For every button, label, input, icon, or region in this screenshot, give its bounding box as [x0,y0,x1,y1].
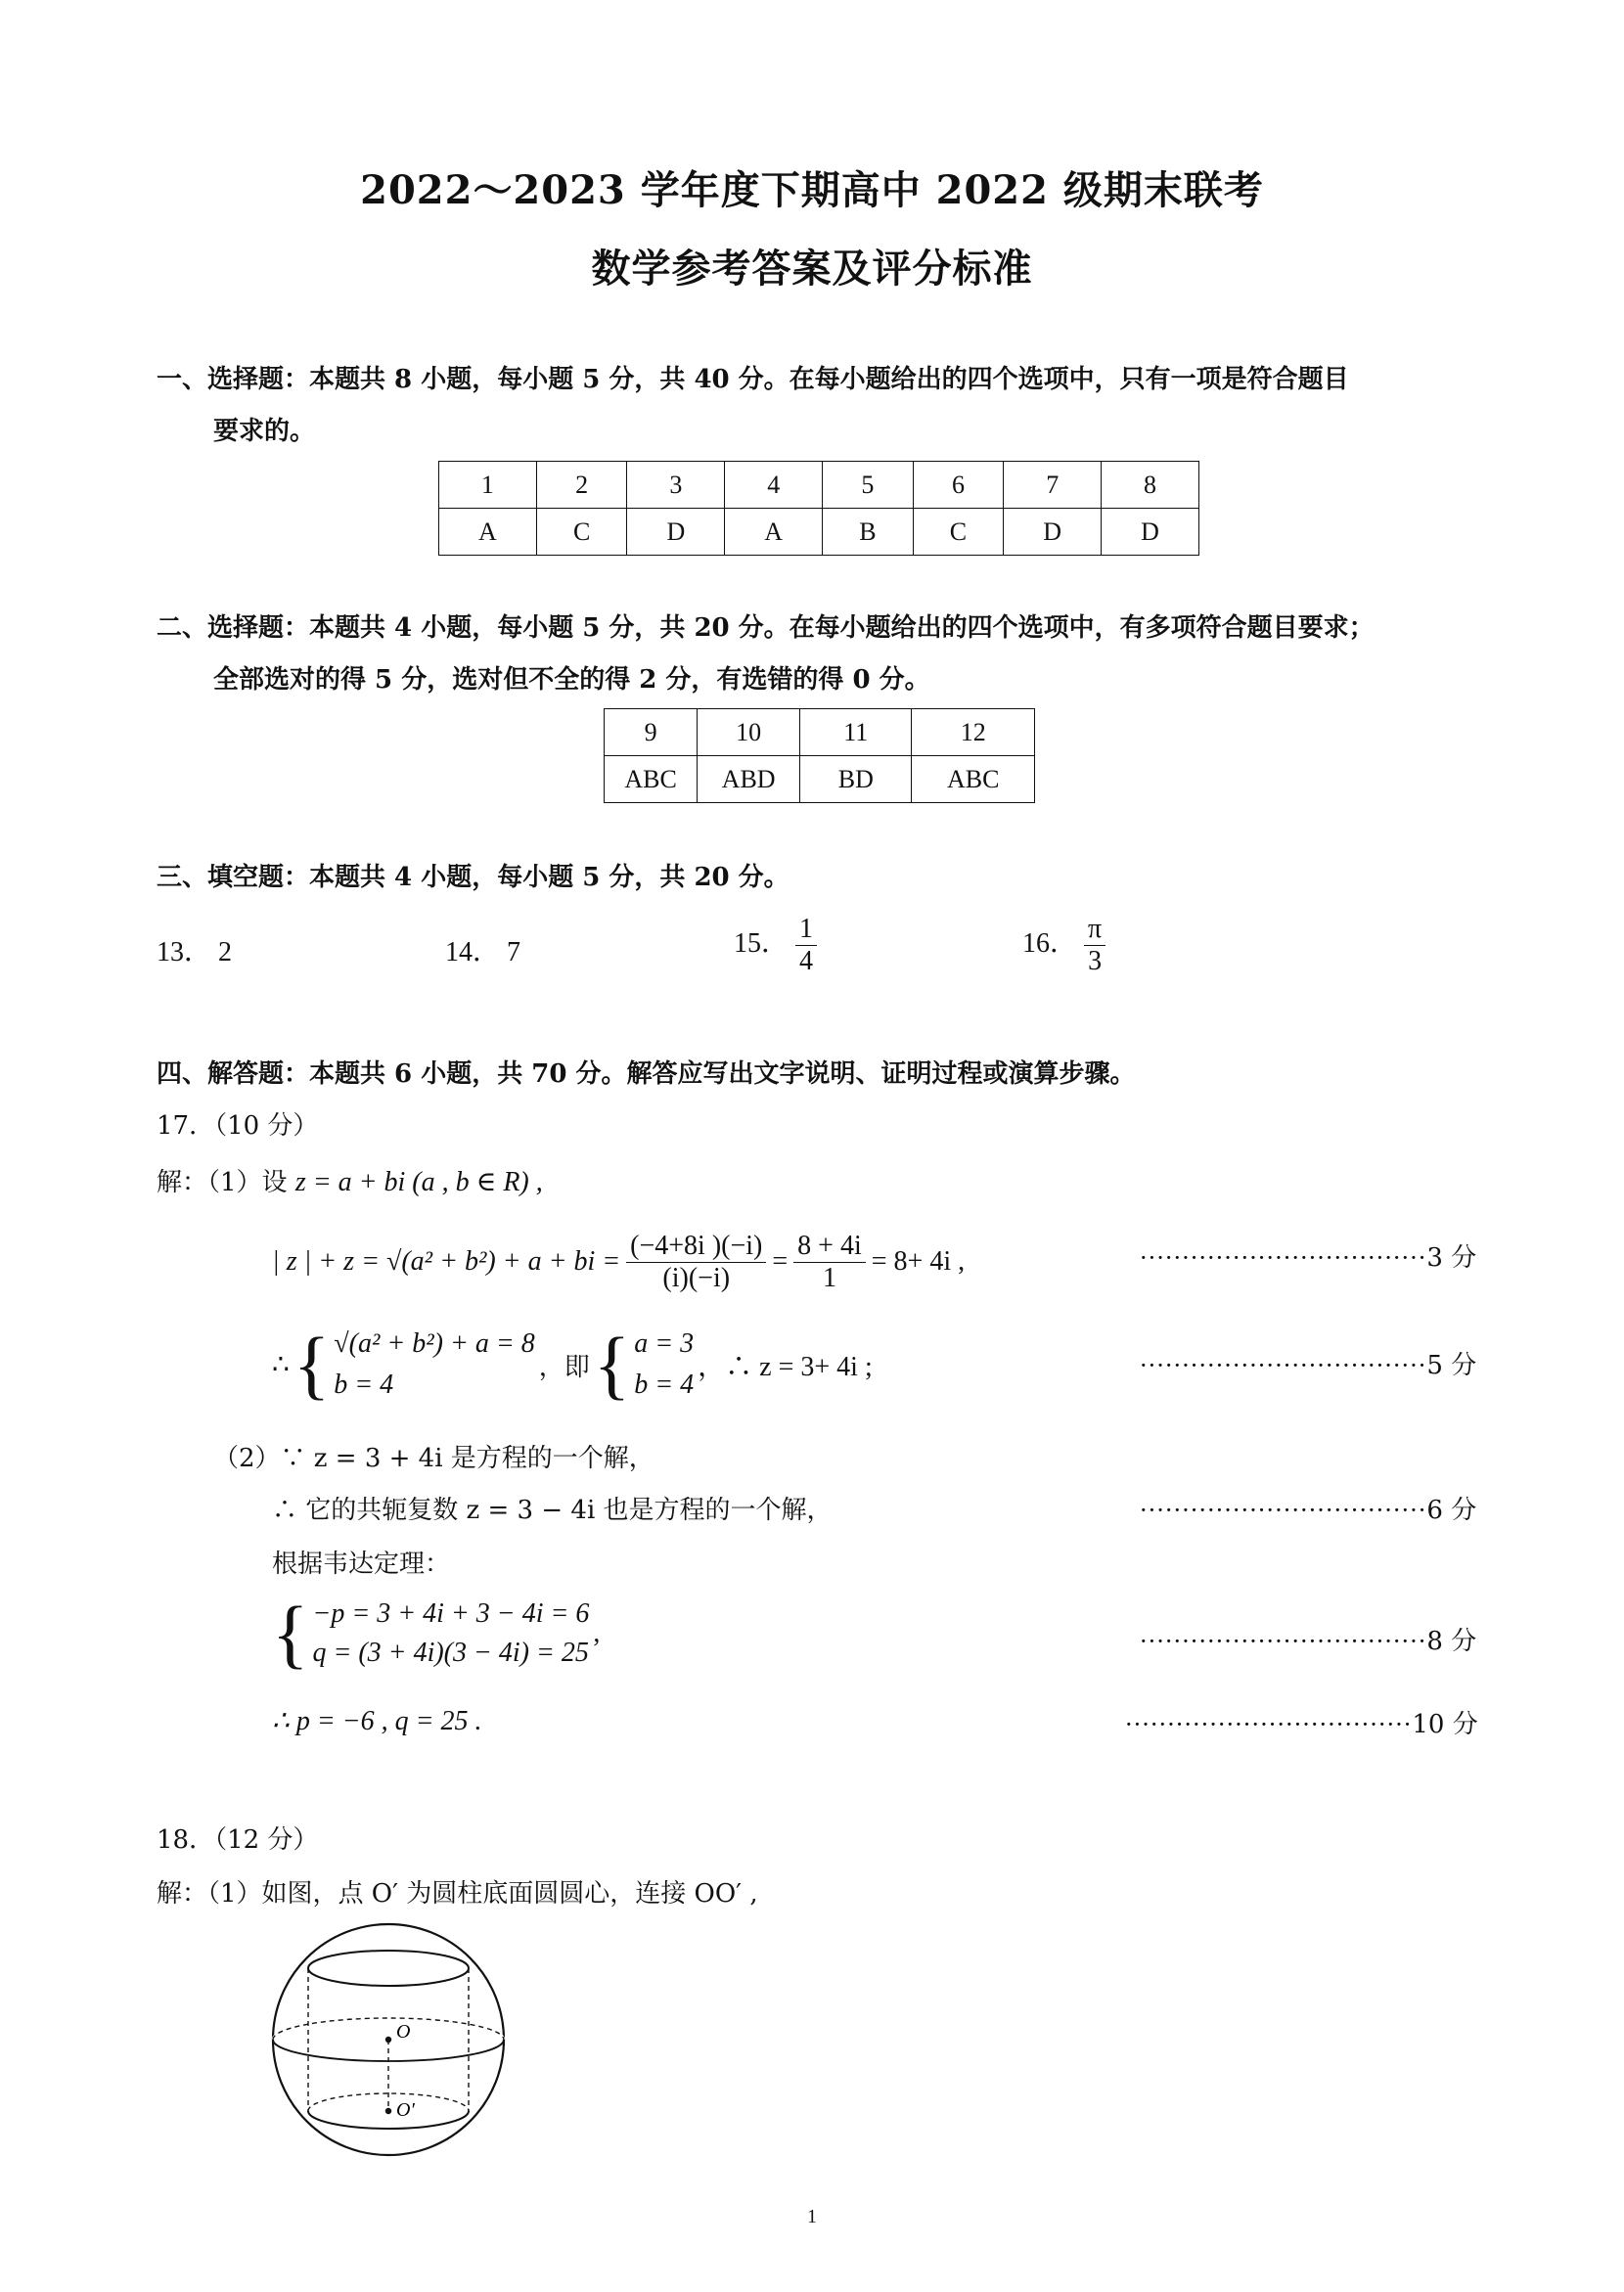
q17-score-line [1140,1345,1476,1381]
table-cell: A [439,509,537,556]
answer-value: 2 [218,937,233,967]
system-eq-1: √(a² + b²) + a = 8 [334,1328,535,1359]
table-cell: BD [800,756,912,803]
intro-math: z = a + bi (a , b ∈ R) , [294,1167,543,1197]
label-o: O [396,2021,411,2043]
fraction-denominator: 4 [799,946,814,976]
step2-tail: ，∴ z = 3+ 4i ; [698,1352,873,1382]
system-eq-2: b = 4 [334,1370,394,1400]
q17-step1 [272,1223,965,1301]
equation-system [334,1328,535,1401]
system-eq-2: b = 4 [634,1370,695,1400]
table-cell: 6 [913,462,1004,509]
section4-heading: 四、解答题：本题共 6 小题，共 70 分。解答应写出文字说明、证明过程或演算步骤。 [157,1059,1136,1089]
score-value: 6 分 [1426,1496,1477,1525]
table-cell: 7 [1004,462,1102,509]
section2-heading-cont: 全部选对的得 5 分，选对但不全的得 2 分，有选错的得 0 分。 [213,665,930,695]
q17-title: 17．（10 分） [157,1111,319,1141]
step1-lhs: | z | + z = √(a² + b²) + a + bi = [272,1246,621,1277]
section2-heading: 二、选择题：本题共 4 小题，每小题 5 分，共 20 分。在每小题给出的四个选项中，有多项符合题目要求； [157,613,1375,643]
label-o-prime: O′ [396,2099,415,2121]
table-cell: 4 [725,462,823,509]
table-cell: C [913,509,1004,556]
system-eq-2: q = (3 + 4i)(3 − 4i) = 25 [312,1638,589,1668]
fraction-denominator: (i)(−i) [662,1262,731,1293]
equation-system [312,1598,589,1669]
section1-answer-table [438,461,1199,556]
q17-score-line [1140,1621,1476,1657]
q18-title: 18．（12 分） [157,1825,319,1855]
table-row [439,462,1199,509]
answer-label: 13． [157,937,212,967]
table-cell: 10 [698,709,800,756]
table-cell: D [1102,509,1199,556]
left-brace: { [272,1591,309,1676]
answer-label: 15． [734,927,789,959]
table-cell: 11 [800,709,912,756]
q17-vieta-system [272,1590,600,1678]
table-cell: 9 [605,709,698,756]
table-cell: C [536,509,627,556]
score-dots: ·································· [1125,1711,1413,1738]
q17-part2-line1: （2）∵ z = 3 + 4i 是方程的一个解， [213,1444,654,1473]
answer-label: 14． [445,937,501,967]
section1-heading-cont: 要求的。 [213,417,316,446]
score-value: 10 分 [1412,1710,1478,1739]
fraction-numerator: 8 + 4i [793,1231,866,1263]
table-cell: 3 [627,462,725,509]
step1-fraction-a [626,1231,766,1294]
table-row [605,756,1035,803]
q17-intro [157,1162,543,1198]
table-cell: A [725,509,823,556]
page-subtitle: 数学参考答案及评分标准 [591,246,1033,292]
table-cell: 2 [536,462,627,509]
table-cell: 8 [1102,462,1199,509]
table-cell: 5 [823,462,914,509]
answer-label: 16． [1022,927,1078,959]
table-cell: D [1004,509,1102,556]
comma: , [593,1618,601,1648]
section3-heading: 三、填空题：本题共 4 小题，每小题 5 分，共 20 分。 [157,863,789,892]
left-brace: { [593,1322,631,1407]
table-cell: ABC [912,756,1035,803]
cylinder-top-ellipse [308,1951,469,1986]
score-value: 3 分 [1426,1243,1477,1273]
equals-sign: = [772,1246,789,1277]
q17-step2 [272,1316,873,1414]
fill-answer-14 [445,930,520,969]
section2-answer-table [604,708,1035,803]
score-dots: ·································· [1140,1497,1427,1524]
q17-score-line [1140,1237,1476,1274]
left-brace: { [293,1322,331,1407]
fraction-numerator: π [1084,914,1105,946]
step1-fraction-b [793,1231,866,1294]
equation-system [634,1328,694,1401]
q17-final-answer: ∴ p = −6 , q = 25 . [272,1706,482,1736]
step1-rhs: = 8+ 4i , [871,1246,966,1277]
fraction-denominator: 1 [822,1262,836,1293]
table-cell: B [823,509,914,556]
score-value: 5 分 [1426,1351,1477,1380]
intro-prefix: 解：（1）设 [157,1168,288,1197]
table-cell: ABD [698,756,800,803]
fraction-numerator: (−4+8i )(−i) [626,1231,766,1263]
section1-heading: 一、选择题：本题共 8 小题，每小题 5 分，共 40 分。在每小题给出的四个选项中，只有一项是符合题目 [157,365,1349,394]
sphere-cylinder-figure [264,1922,519,2167]
therefore-symbol: ∴ [272,1350,290,1380]
q18-line1: 解：（1）如图，点 O′ 为圆柱底面圆圆心，连接 OO′ , [157,1879,758,1909]
answer-value: 7 [507,937,521,967]
q17-score-line [1140,1490,1476,1526]
point-o [385,2037,391,2043]
connector-text: ，即 [538,1352,590,1381]
table-cell: ABC [605,756,698,803]
point-o-prime [385,2108,391,2114]
table-row [439,509,1199,556]
table-row [605,709,1035,756]
score-value: 8 分 [1426,1627,1477,1656]
fill-answer-16 [1022,914,1105,977]
fill-answer-13 [157,930,232,969]
table-cell: 12 [912,709,1035,756]
fraction-numerator: 1 [795,914,817,946]
system-eq-1: −p = 3 + 4i + 3 − 4i = 6 [312,1598,590,1629]
q17-part2-line3: 根据韦达定理： [272,1550,451,1579]
page-number: 1 [807,2206,817,2227]
page-title: 2022～2023 学年度下期高中 2022 级期末联考 [360,167,1264,213]
table-cell: 1 [439,462,537,509]
score-dots: ·································· [1140,1628,1427,1655]
score-dots: ·································· [1140,1244,1427,1272]
score-dots: ·································· [1140,1352,1427,1379]
q17-part2-line2: ∴ 它的共轭复数 z = 3 − 4i 也是方程的一个解， [272,1496,833,1525]
system-eq-1: a = 3 [634,1328,695,1359]
answer-fraction [795,914,817,977]
answer-fraction [1084,914,1105,977]
table-cell: D [627,509,725,556]
fill-answer-15 [734,914,817,977]
fraction-denominator: 3 [1088,946,1103,976]
q17-score-line [1125,1704,1478,1740]
